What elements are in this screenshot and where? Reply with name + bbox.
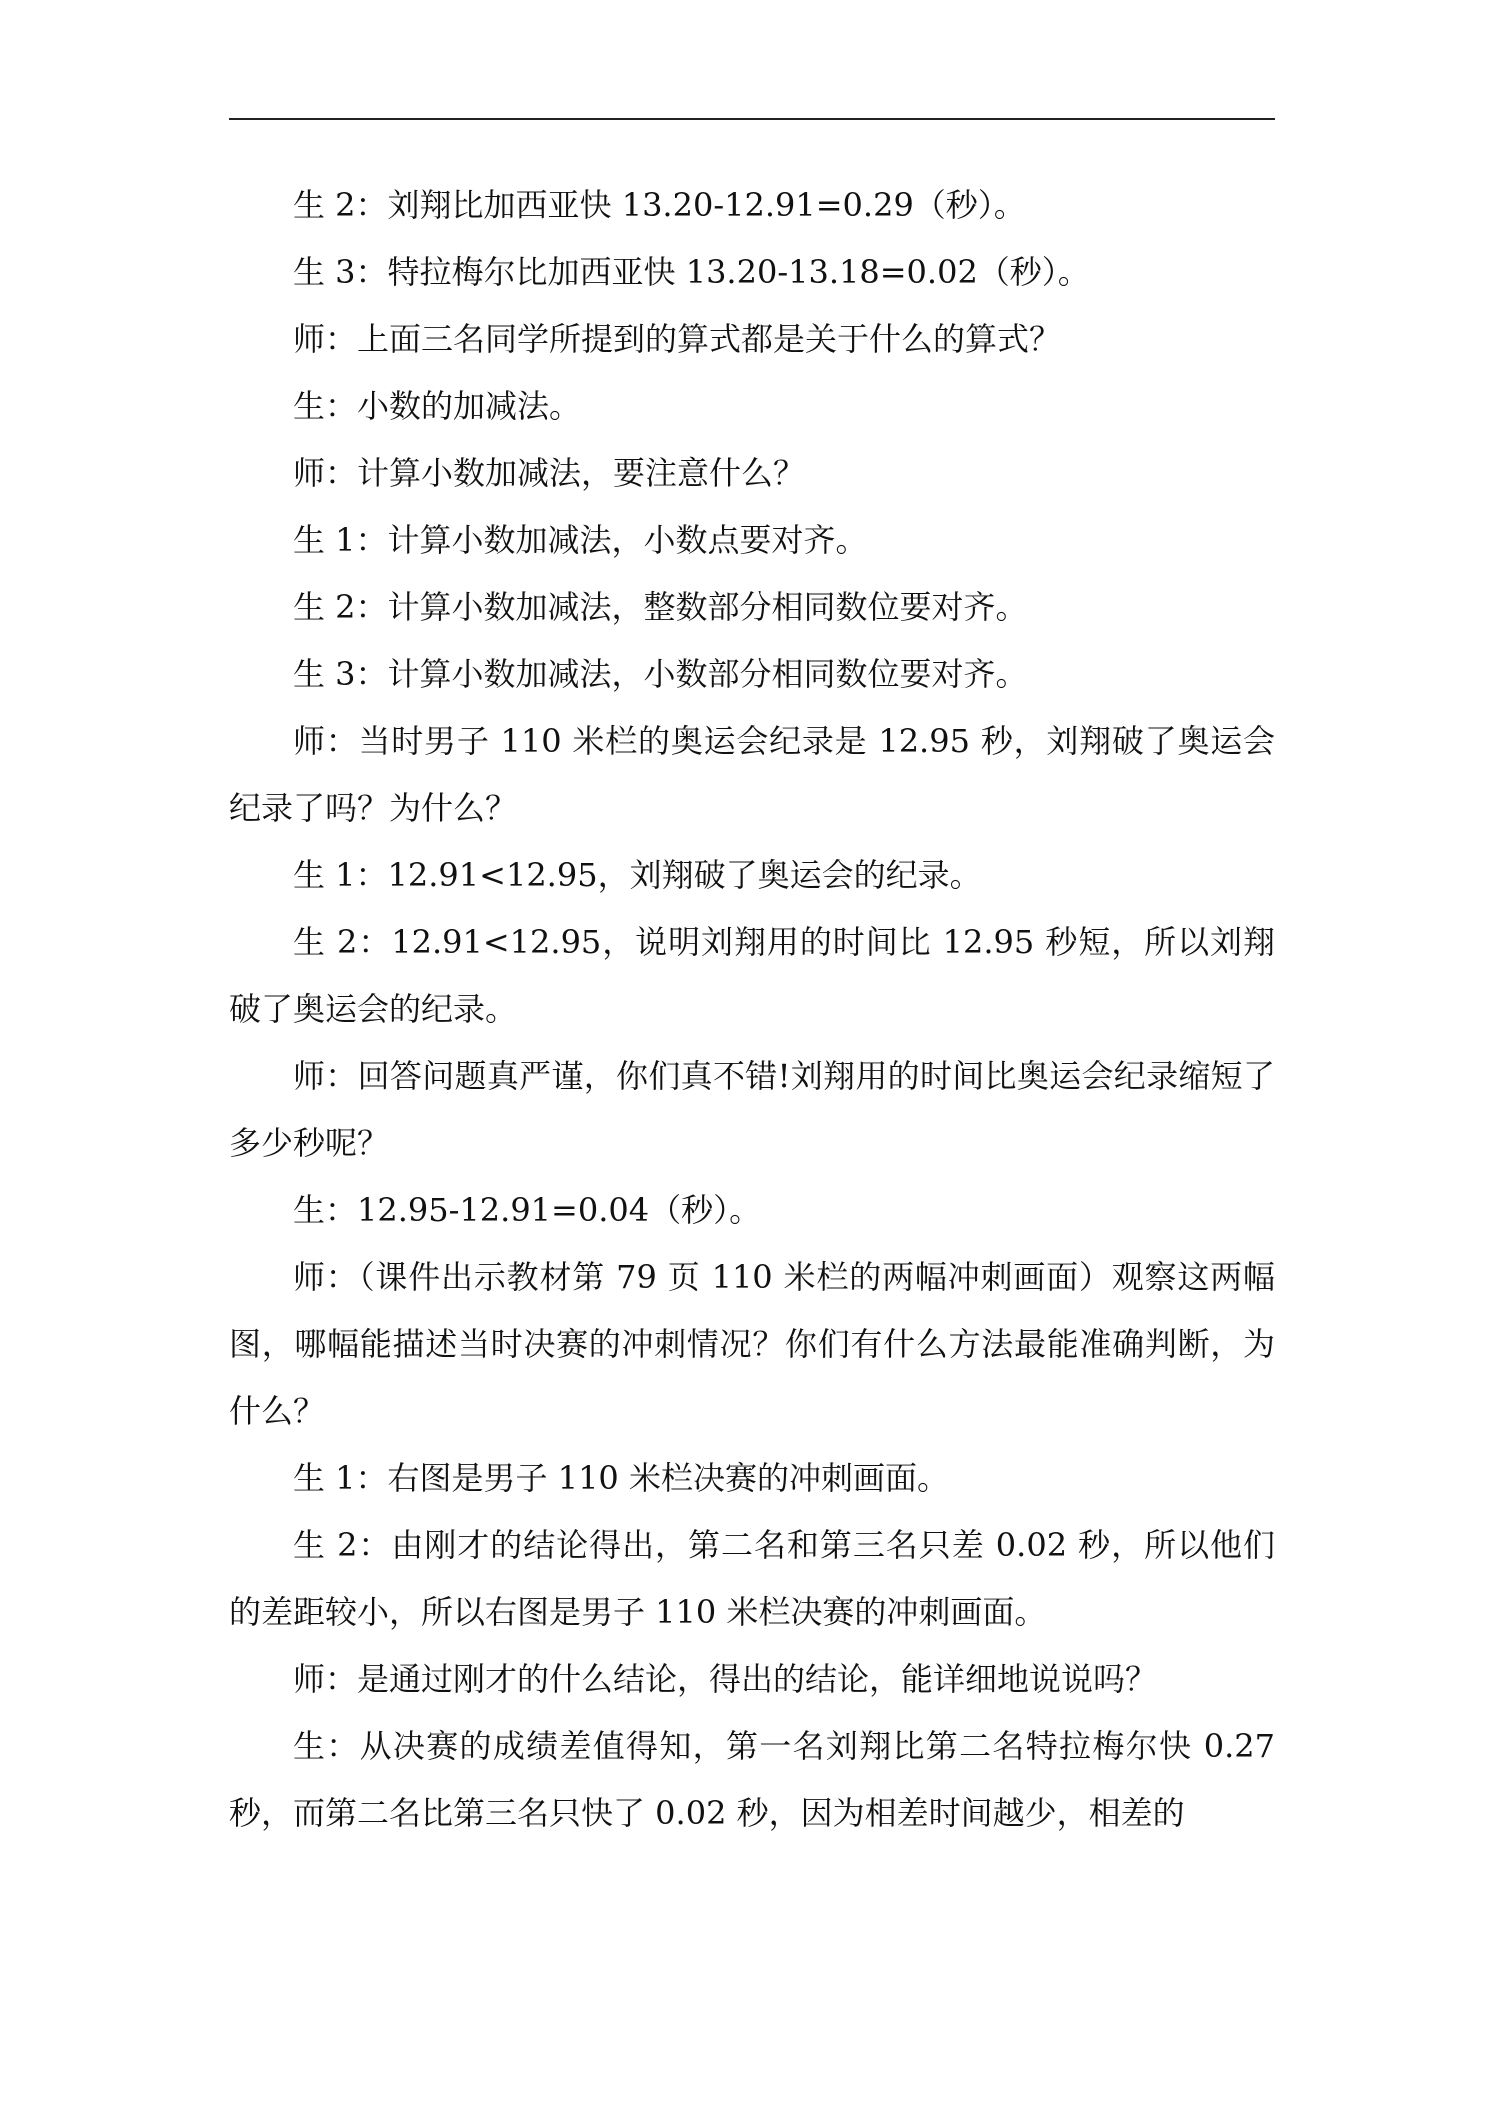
paragraph: 师：是通过刚才的什么结论，得出的结论，能详细地说说吗？: [293, 1660, 1158, 1698]
paragraph: 生 2：由刚才的结论得出，第二名和第三名只差 0.02 秒，所以他们的差距较小，所以右图是男子 110 米栏决赛的冲刺画面。: [229, 1526, 1275, 1631]
paragraph: 生：小数的加减法。: [293, 387, 582, 425]
paragraph: 生 2：12.91<12.95，说明刘翔用的时间比 12.95 秒短，所以刘翔破了奥运会的纪录。: [229, 923, 1275, 1028]
paragraph: 师：（课件出示教材第 79 页 110 米栏的两幅冲刺画面）观察这两幅图，哪幅能描述当时决赛的冲刺情况？你们有什么方法最能准确判断，为什么？: [229, 1258, 1275, 1430]
paragraph: 师：上面三名同学所提到的算式都是关于什么的算式？: [293, 320, 1062, 358]
paragraph: 生 3：特拉梅尔比加西亚快 13.20-13.18=0.02（秒）。: [293, 253, 1090, 291]
paragraph: 生 2：刘翔比加西亚快 13.20-12.91=0.29（秒）。: [293, 186, 1026, 224]
paragraph: 师：回答问题真严谨，你们真不错!刘翔用的时间比奥运会纪录缩短了多少秒呢？: [229, 1057, 1275, 1162]
paragraph: 生 1：右图是男子 110 米栏决赛的冲刺画面。: [293, 1459, 949, 1497]
paragraph: 生 3：计算小数加减法，小数部分相同数位要对齐。: [293, 655, 1028, 693]
paragraph: 生 1：12.91<12.95，刘翔破了奥运会的纪录。: [293, 856, 982, 894]
paragraph: 师：当时男子 110 米栏的奥运会纪录是 12.95 秒，刘翔破了奥运会纪录了吗？为什么？: [229, 722, 1275, 827]
paragraph: 生 2：计算小数加减法，整数部分相同数位要对齐。: [293, 588, 1028, 626]
header-rule: [229, 118, 1275, 120]
paragraph: 生：从决赛的成绩差值得知，第一名刘翔比第二名特拉梅尔快 0.27 秒，而第二名比第三名只快了 0.02 秒，因为相差时间越少，相差的: [229, 1727, 1275, 1832]
paragraph: 生：12.95-12.91=0.04（秒）。: [293, 1191, 762, 1229]
document-body: [229, 172, 1275, 1847]
paragraph: 生 1：计算小数加减法，小数点要对齐。: [293, 521, 868, 559]
paragraph: 师：计算小数加减法，要注意什么？: [293, 454, 806, 492]
